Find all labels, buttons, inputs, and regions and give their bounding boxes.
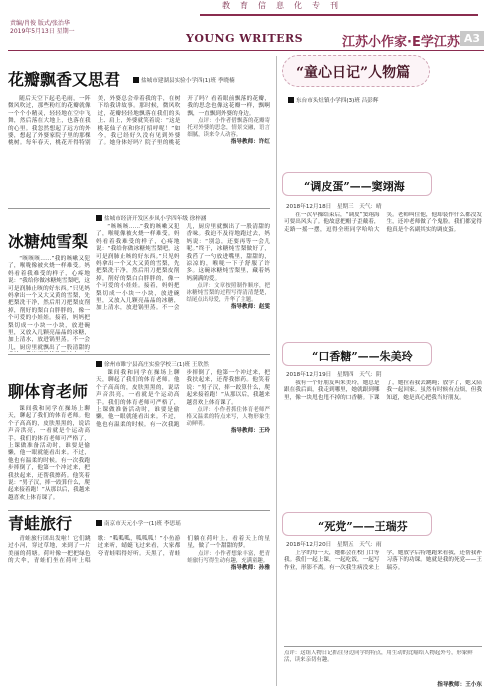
- bullet-icon: [96, 520, 102, 526]
- article-4-comment: 点评：小作者想象丰富，把青蛙旅行写得生动有趣，充满童趣。: [187, 550, 270, 564]
- article-1-byline: [133, 76, 235, 84]
- diary-comment-divider: [284, 646, 482, 647]
- bullet-icon: [288, 97, 294, 103]
- bullet-icon: [133, 77, 139, 83]
- entry-2-text: 我有一个好朋友叫朱美玲，她总是跟在我后面，我走到哪里，她就跟到哪里，像一块甩也甩不掉的口香糖。下课了，她拉着我去跳绳；放学了，她又陪我一起回家。虽然有时候有点烦，但我知道，她是真心把我当好朋友。: [284, 380, 482, 401]
- entry-2-date: 2018年12月19日 星期四 天气：阴: [286, 372, 382, 378]
- column-divider: [276, 56, 277, 686]
- banner-tag: 教育信息化专刊: [222, 1, 348, 10]
- article-2-byline-text: 盐城市经济开发区步凤小学四年级 徐梓涵: [104, 216, 207, 222]
- entry-2-body: [284, 380, 482, 500]
- diary-teacher: 指导教师：王小东: [437, 682, 482, 688]
- divider-3: [8, 510, 270, 511]
- article-2-headline: 冰糖炖雪梨: [8, 232, 89, 251]
- diary-byline-text: 东台市头灶镇小学四(3)班 吕彭辉: [296, 98, 379, 104]
- bullet-icon: [96, 215, 102, 221]
- article-3-byline-text: 徐州市睢宁县高庄实验学校三(1)班 王欣然: [104, 362, 209, 368]
- article-1-teacher: 指导教师：许红: [230, 139, 270, 146]
- article-3-col-left: [8, 406, 90, 506]
- article-4-byline-text: 南京市天元小学一(1)班 李思瑶: [104, 521, 181, 527]
- article-4-byline: [96, 519, 181, 527]
- article-2-text: “咳咳咳……”我的咳嗽又犯了，喉咙像被火烧一样难受。妈妈看着我难受的样子，心疼地说：“我给你做冰糖炖雪梨吧，这可是润肺止咳的好东西。”只见妈妈拿出一个又大又黄的雪梨，先把梨洗干净，然后用刀把梨皮削掉，削好的梨白白胖胖的，像一个可爱的小娃娃。接着，妈妈把梨切成一小块一小块，放进碗里，又放入几颗亮晶晶的冰糖，加上清水，放进锅里蒸。不一会儿，厨房里就飘出了一股清甜的: [8, 256, 90, 351]
- article-4-teacher: 指导教师：孙雅: [230, 564, 270, 571]
- article-1-byline-text: 盐城市建湖县实验小学四(1)班 季晓楠: [141, 78, 235, 84]
- article-4-body: [8, 536, 270, 686]
- article-2: [8, 212, 270, 352]
- entry-1-body: [284, 212, 482, 332]
- editor-line: 责编/肖俊 版式/张治华: [10, 20, 70, 27]
- diary-comment: 点评：这组人物日记抓住身边同学的特点，用生动的比喻给人物起外号，形象鲜活，读来亲切有趣。: [284, 650, 473, 663]
- article-3-text: 课间我和同学在操场上聊天，聊起了我们的体育老师。他个子高高的，皮肤黑黑的，说话声音洪亮，一看就是个运动高手。我们的体育老师可严格了，上课做准备活动时，谁要是偷懒，他一眼就能看出来。不过，他也有温柔的时候。有一次我跑步摔倒了，他第一个冲过来，把我扶起来，还帮我擦药。他笑着说：“男子汉，摔一跤算什么，爬起来接着跑！”从那以后，我越来越喜欢上体育课了。: [8, 406, 90, 501]
- article-3-byline: [96, 360, 209, 368]
- article-3-text-cont: 课间我和同学在操场上聊天，聊起了我们的体育老师。他个子高高的，皮肤黑黑的，说话声音洪亮，一看就是个运动高手。我们的体育老师可严格了，上课做准备活动时，谁要是偷懒，他一眼就能看出来。不过，他也有温柔的时候。有一次我跑步摔倒了，他第一个冲过来，把我扶起来，还帮我擦药。他笑着说：“男子汉，摔一跤算什么，爬起来接着跑！”从那以后，我越来越喜欢上体育课了。: [96, 370, 270, 428]
- article-1-headline: 花瓣飘香又思君: [8, 70, 121, 89]
- article-1-body: [8, 96, 270, 196]
- article-4-headline: 青蛙旅行: [8, 514, 73, 533]
- entry-3-text: 上学的每一天，她都会在校门口等我。我们一起上课，一起吃饭，一起写作业，形影不离。有一次我生病没来上学，她放学后特地跑来看我，还帮我补习落下的功课。她就是我的死党——王瑞芬。: [284, 550, 482, 571]
- paper-name: YOUNG WRITERS: [186, 32, 304, 45]
- article-4: [8, 514, 270, 688]
- article-2-byline: [96, 214, 206, 222]
- entry-1-date: 2018年12月18日 星期三 天气：晴: [286, 204, 382, 210]
- entry-3-title: “死党”——王瑞芬: [318, 520, 408, 533]
- article-2-col-left: [8, 256, 90, 350]
- page-number: A3: [460, 31, 484, 46]
- date-line: 2019年5月13日 星期一: [10, 28, 75, 35]
- article-3-body: [96, 370, 270, 506]
- entry-3-date: 2018年12月20日 星期五 天气：雨: [286, 542, 382, 548]
- article-3-comment: 点评：小作者抓住体育老师严格又温柔的特点来写，人物形象生动鲜明。: [186, 407, 270, 428]
- banner-rule: [200, 14, 478, 16]
- header-divider: [8, 50, 484, 51]
- article-3: [8, 358, 270, 508]
- newspaper-header: [0, 0, 490, 50]
- divider-2: [8, 354, 270, 355]
- divider-1: [8, 208, 270, 209]
- article-3-teacher: 指导教师：王玲: [230, 428, 270, 435]
- column-title: 江苏小作家·E学江苏: [342, 35, 460, 50]
- entry-2-title: “口香糖”——朱美玲: [312, 350, 413, 363]
- article-1-text: 随后天空下起毛毛雨，一阵微风吹过，那些粉红的花瓣就像一个个小精灵，轻轻地在空中飞舞，然后落在大地上，也落在我的心里。我忽然想起了远方的外婆，想起了外婆家院子里的那棵桃树。每年春天，桃花开得特别美，外婆总会牵着我的手，在树下给我讲故事。那时候，微风吹过，花瓣轻轻地飘落在我们的头上、肩上，外婆就笑着说：“这是桃花仙子在和你打招呼呢！”如今，我已经好久没有见到外婆了。她身体好吗？院子里的桃花开了吗？看着眼前飘落的花瓣，我的思念也像这花瓣一样，飘啊飘，一直飘到外婆的身边。: [8, 96, 270, 147]
- bullet-icon: [96, 361, 102, 367]
- article-1-comment: 点评：小作者借飘落的花瓣寄托对外婆的思念，情景交融，语言细腻，读来令人动容。: [187, 118, 270, 139]
- article-1: [8, 56, 270, 206]
- article-2-teacher: 指导教师：赵雯: [230, 304, 270, 311]
- entry-1-text: 在一次早操结束后，“调皮”窦翊海可要出风头了。他故意把帽子歪戴着，走路一摇一摆，逗得全班同学哈哈大笑。老师叫住他，他却装作什么都没发生，还冲老师做了个鬼脸。我们都觉得他真是个名副其实的调皮蛋。: [284, 212, 482, 233]
- article-2-text-cont: “咳咳咳……”我的咳嗽又犯了，喉咙像被火烧一样难受。妈妈看着我难受的样子，心疼地说：“我给你做冰糖炖雪梨吧，这可是润肺止咳的好东西。”只见妈妈拿出一个又大又黄的雪梨，先把梨洗干净，然后用刀把梨皮削掉，削好的梨白白胖胖的，像一个可爱的小娃娃。接着，妈妈把梨切成一小块一小块，放进碗里，又放入几颗亮晶晶的冰糖，加上清水，放进锅里蒸。不一会儿，厨房里就飘出了一股清甜的香味。我迫不及待地跑过去，妈妈说：“别急，还要再等一会儿呢。”终于，冰糖炖雪梨做好了，我舀了一勺放进嘴里，甜甜的，凉凉的，喉咙一下子舒服了许多。这碗冰糖炖雪梨里，藏着妈妈满满的爱。: [96, 224, 270, 312]
- article-2-comment: 点评：文章按照制作顺序，把冰糖炖雪梨的过程写得清清楚楚，结尾点出母爱，升华了主题。: [186, 283, 270, 304]
- entry-3-body: [284, 550, 482, 642]
- diary-title: “童心日记”人物篇: [296, 65, 411, 81]
- article-3-headline: 聊体育老师: [8, 382, 89, 401]
- diary-byline: [288, 96, 378, 104]
- article-4-text: 青蛙旅行团出发啦！它们跳过小河，穿过草地，来到了一片美丽的荷塘。荷叶像一把把绿色的大伞，青蛙们坐在荷叶上唱歌：“呱呱呱，呱呱呱！”小鱼游过来听，蜻蜓飞过来看，大家都夸青蛙唱得好听。天黑了，青蛙们躺在荷叶上，看着天上的星星，做了一个甜甜的梦。: [8, 536, 270, 565]
- article-2-body: [96, 224, 270, 350]
- entry-1-title: “调皮蛋”——窦翊海: [304, 180, 405, 193]
